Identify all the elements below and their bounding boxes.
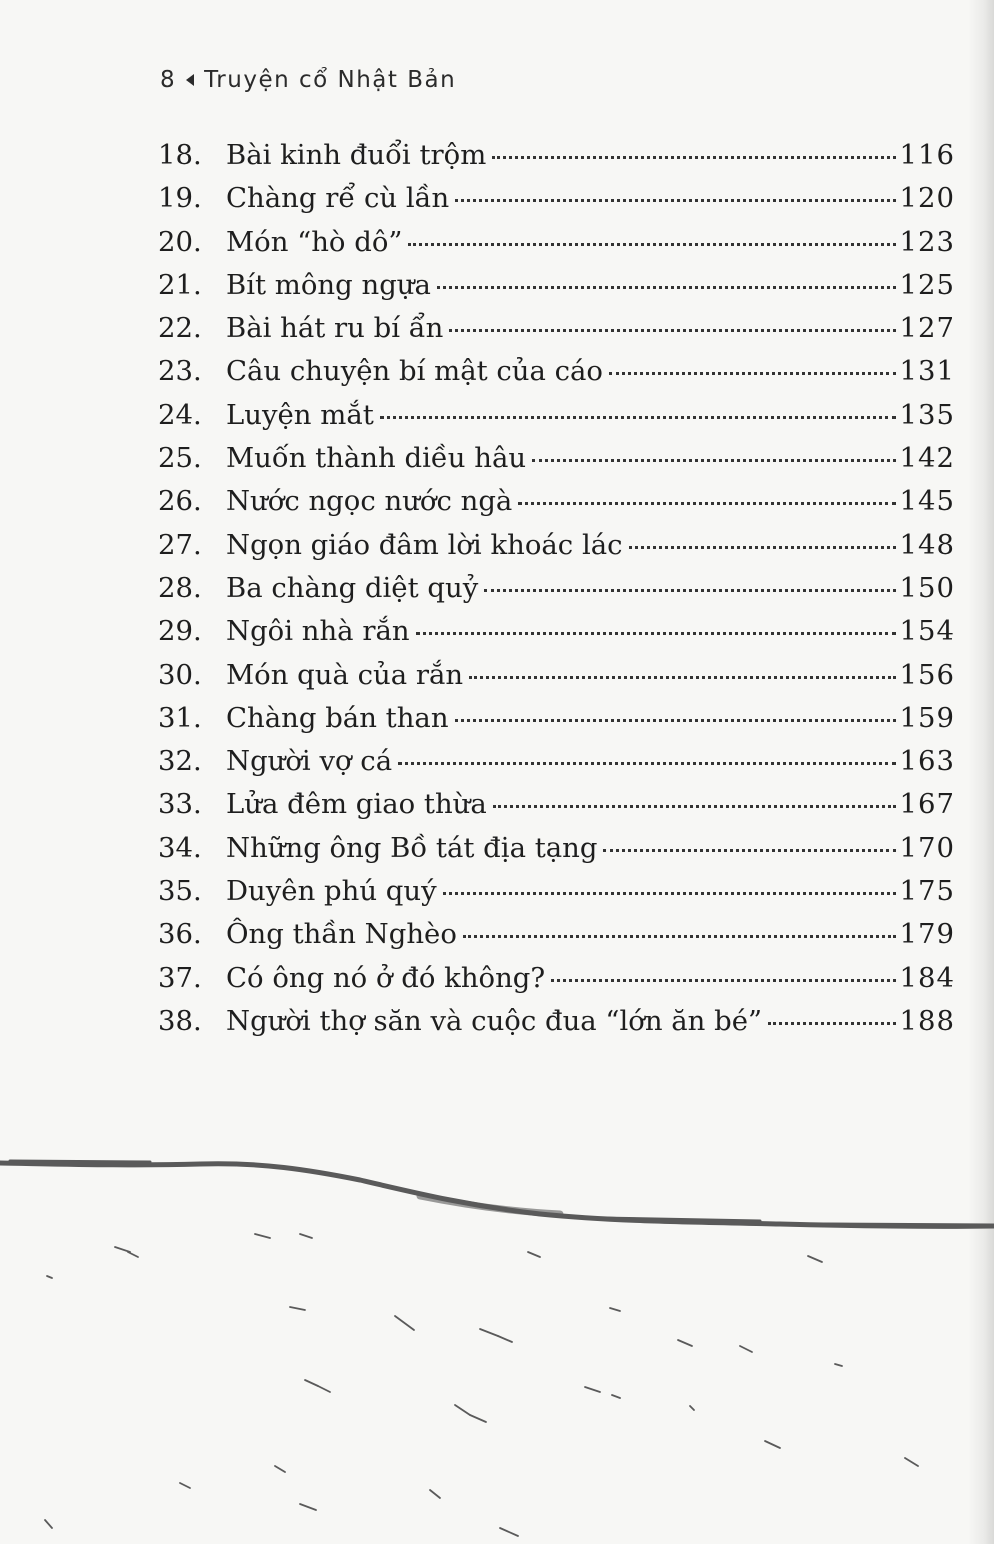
toc-entry-title: Bài hát ru bí ẩn bbox=[226, 312, 444, 345]
toc-entry-number: 25. bbox=[158, 442, 202, 475]
toc-entry-page: 150 bbox=[899, 571, 955, 604]
hill-ridge-line bbox=[0, 1163, 994, 1226]
toc-entry-number: 24. bbox=[158, 398, 202, 431]
toc-entry-page: 188 bbox=[899, 1004, 955, 1037]
toc-entry-title: Người vợ cá bbox=[226, 745, 393, 778]
toc-entry-title: Ngôi nhà rắn bbox=[226, 615, 410, 648]
toc-entry-title: Ngọn giáo đâm lời khoác lác bbox=[226, 528, 623, 561]
toc-entry-title: Những ông Bồ tát địa tạng bbox=[226, 831, 598, 864]
toc-entry-page: 131 bbox=[899, 355, 955, 388]
toc-entry-page: 116 bbox=[899, 139, 955, 171]
toc-entry-title: Muốn thành diều hâu bbox=[226, 442, 527, 475]
toc-entry-page: 167 bbox=[899, 788, 955, 821]
toc-entry-number: 33. bbox=[158, 788, 202, 821]
toc-entry-number: 28. bbox=[158, 571, 202, 604]
toc-entry-number: 29. bbox=[158, 615, 202, 648]
book-title: Truyện cổ Nhật Bản bbox=[204, 67, 457, 93]
toc-entry-title: Người thợ săn và cuộc đua “lớn ăn bé” bbox=[226, 1004, 763, 1037]
toc-entry-title: Ông thần Nghèo bbox=[226, 918, 457, 951]
page-number: 8 bbox=[160, 67, 177, 93]
toc-entry-number: 31. bbox=[158, 701, 202, 734]
toc-entry-title: Món quà của rắn bbox=[226, 658, 464, 691]
toc-entry-page: 179 bbox=[899, 918, 955, 951]
toc-entry-page: 135 bbox=[899, 398, 955, 431]
toc-entry-page: 154 bbox=[899, 615, 955, 648]
toc-entry-number: 23. bbox=[158, 355, 202, 388]
toc-entry-number: 20. bbox=[158, 225, 202, 258]
toc-entry-number: 26. bbox=[158, 485, 202, 518]
toc-entry-page: 142 bbox=[899, 442, 955, 475]
toc-entry-page: 125 bbox=[899, 268, 955, 301]
toc-entry-title: Nước ngọc nước ngà bbox=[226, 485, 513, 518]
toc-entry-title: Ba chàng diệt quỷ bbox=[226, 571, 479, 604]
toc-entry-title: Có ông nó ở đó không? bbox=[226, 961, 546, 994]
toc-entry-number: 35. bbox=[158, 875, 202, 908]
toc-entry-page: 156 bbox=[899, 658, 955, 691]
toc-entry-number: 32. bbox=[158, 745, 202, 778]
toc-entry-number: 27. bbox=[158, 528, 202, 561]
toc-entry-page: 120 bbox=[899, 182, 955, 215]
toc-entry-number: 21. bbox=[158, 268, 202, 301]
toc-entry-page: 145 bbox=[899, 485, 955, 518]
toc-entry-page: 123 bbox=[899, 225, 955, 258]
toc-entry-number: 34. bbox=[158, 831, 202, 864]
toc-entry-number: 37. bbox=[158, 961, 202, 994]
toc-entry-title: Món “hò dô” bbox=[226, 225, 403, 258]
toc-entry-number: 30. bbox=[158, 658, 202, 691]
toc-entry-title: Bài kinh đuổi trộm bbox=[226, 139, 487, 171]
toc-entry-page: 127 bbox=[899, 312, 955, 345]
toc-entry-number: 18. bbox=[158, 139, 202, 171]
toc-entry-number: 38. bbox=[158, 1004, 202, 1037]
toc-entry-page: 184 bbox=[899, 961, 955, 994]
toc-entry-title: Chàng rể cù lần bbox=[226, 182, 450, 215]
toc-entry-title: Chàng bán than bbox=[226, 701, 449, 734]
toc-entry-title: Duyên phú quý bbox=[226, 875, 437, 908]
toc-entry-title: Luyện mắt bbox=[226, 398, 374, 431]
toc-entry-page: 163 bbox=[899, 745, 955, 778]
toc-entry-title: Bít mông ngựa bbox=[226, 268, 431, 301]
toc-entry-number: 22. bbox=[158, 312, 202, 345]
toc-entry-page: 175 bbox=[899, 875, 955, 908]
toc-entry-page: 148 bbox=[899, 528, 955, 561]
toc-entry-page: 170 bbox=[899, 831, 955, 864]
toc-entry-title: Lửa đêm giao thừa bbox=[226, 788, 487, 821]
toc-entry-page: 159 bbox=[899, 701, 955, 734]
toc-entry-title: Câu chuyện bí mật của cáo bbox=[226, 355, 603, 388]
toc-entry-number: 36. bbox=[158, 918, 202, 951]
snow-hatch-marks bbox=[45, 1234, 918, 1536]
toc-entry-number: 19. bbox=[158, 182, 202, 215]
